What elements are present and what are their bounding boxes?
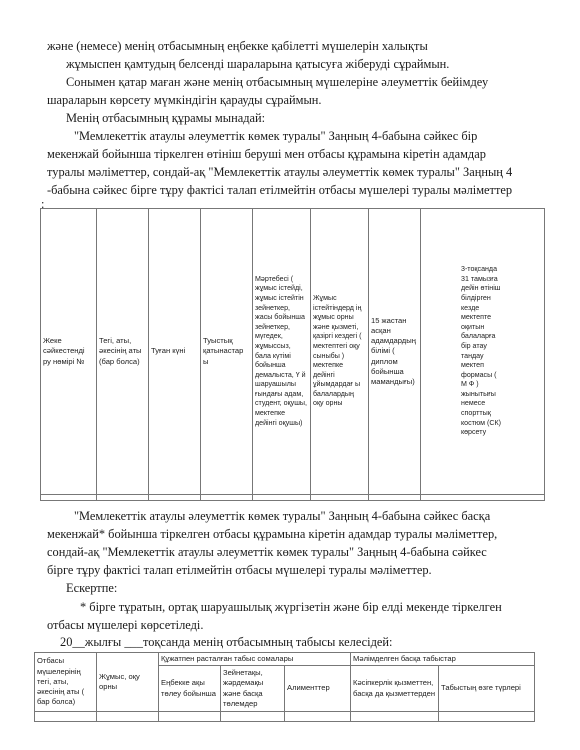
table-cell bbox=[97, 712, 159, 722]
table-cell bbox=[149, 495, 201, 501]
paragraph-line: : bbox=[41, 197, 45, 211]
paragraph-line: мекенжай* бойынша тіркелген отбасы құрамына кіретін адамдар туралы мәліметтер, bbox=[47, 527, 498, 541]
header-school-uniform: 3-тоқсанда 31 тамызға дейін өтініш білдірген кезде мектепте оқитын балаларға бір атау тандау мектеп формасы ( М Ф ) жынытығы немесе спорттық костюм (СК) көрсету bbox=[421, 209, 545, 495]
header-workplace: Жұмыс істейтіндерд ің жұмыс орны және қызметі, қазіргі кездегі ( мектептегі оқу сыныбы ) мектепке дейінгі ұйымдардағ ы балалардың оқу орны bbox=[311, 209, 369, 495]
header-full-name: Тегі, аты, әкесінің аты (бар болса) bbox=[97, 209, 149, 495]
table-cell bbox=[97, 495, 149, 501]
income-header-pensions: Зейнетақы, жәрдемақы және басқа төлемдер bbox=[221, 666, 285, 712]
paragraph-line: "Мемлекеттік атаулы әлеуметтік көмек туралы" Заңның 4-бабына сәйкес басқа bbox=[74, 509, 491, 523]
family-composition-table bbox=[40, 208, 545, 501]
header-birth-date: Туған күні bbox=[149, 209, 201, 495]
header-relationship: Туыстық қатынастар ы bbox=[201, 209, 253, 495]
paragraph-line: бірге тұру фактісі талап етілмейтін отбасы мүшелері туралы мәліметтер. bbox=[47, 563, 432, 577]
income-table bbox=[34, 652, 535, 722]
income-header-business: Кәсіпкерлік қызметтен, басқа да қызметтерден bbox=[351, 666, 439, 712]
table-cell bbox=[311, 495, 369, 501]
table-cell bbox=[35, 712, 97, 722]
note-line: * бірге тұратын, ортақ шаруашылық жүргізетін және бір елді мекенде тіркелген bbox=[80, 600, 502, 614]
income-header-workplace: Жұмыс, оқу орны bbox=[97, 653, 159, 712]
income-header-wages: Еңбекке ақы төлеу бойынша bbox=[159, 666, 221, 712]
table-cell bbox=[285, 712, 351, 722]
note-title: Ескертпе: bbox=[66, 581, 118, 595]
income-header-declared: Мәлімделген басқа табыстар bbox=[351, 653, 535, 666]
table-cell bbox=[221, 712, 285, 722]
table-cell bbox=[421, 495, 545, 501]
paragraph-line: "Мемлекеттік атаулы әлеуметтік көмек туралы" Заңның 4-бабына сәйкес бір bbox=[74, 129, 478, 143]
income-header-documented: Құжатпен расталған табыс сомалары bbox=[159, 653, 351, 666]
income-intro: 20__жылғы ___тоқсанда менің отбасымның табысы келесідей: bbox=[60, 635, 393, 649]
table-cell bbox=[253, 495, 311, 501]
paragraph-line: туралы мәліметтер, сондай-ақ "Мемлекеттік атаулы әлеуметтік көмек туралы" Заңның 4 bbox=[47, 165, 513, 179]
table-cell bbox=[159, 712, 221, 722]
income-header-member: Отбасы мүшелерінің тегі, аты, әкесінің аты ( бар болса) bbox=[35, 653, 97, 712]
table-cell bbox=[369, 495, 421, 501]
header-status: Мәртебесі ( жұмыс істейді, жұмыс істейтін зейнеткер, жасы бойынша зейнеткер, мүгедек, жұмыссыз, бала күтімі бойынша демалыста, Ү й шаруашылы ғындағы адам, студент, оқушы, мектепке дейінгі оқушы) bbox=[253, 209, 311, 495]
paragraph-line: сондай-ақ "Мемлекеттік атаулы әлеуметтік көмек туралы" Заңның 4-бабына сәйкес bbox=[47, 545, 487, 559]
paragraph-line: Сонымен қатар маған және менің отбасымның мүшелеріне әлеуметтік бейімдеу bbox=[66, 75, 489, 89]
paragraph-line: -бабына сәйкес бірге тұру фактісі талап етілмейтін отбасы мүшелері туралы мәліметтер bbox=[47, 183, 513, 197]
table-cell bbox=[439, 712, 535, 722]
table-cell bbox=[41, 495, 97, 501]
paragraph-line: жұмыспен қамтудың белсенді шараларына қатысуға жіберуді сұраймын. bbox=[66, 57, 450, 71]
income-header-other: Табыстың өзге түрлері bbox=[439, 666, 535, 712]
note-line: отбасы мүшелері көрсетіледі. bbox=[47, 618, 204, 632]
table-cell bbox=[351, 712, 439, 722]
paragraph-line: және (немесе) менің отбасымның еңбекке қабілетті мүшелерін халықты bbox=[47, 39, 428, 53]
paragraph-line: мекенжай бойынша тіркелген өтініш беруші мен отбасы құрамына кіретін адамдар bbox=[47, 147, 486, 161]
table-cell bbox=[201, 495, 253, 501]
header-education: 15 жастан асқан адамдардың білімі ( диплом бойынша мамандығы) bbox=[369, 209, 421, 495]
paragraph-line: Менің отбасымның құрамы мынадай: bbox=[66, 111, 266, 125]
paragraph-line: шараларын көрсету мүмкіндігін қарауды сұраймын. bbox=[47, 93, 322, 107]
income-header-alimony: Алименттер bbox=[285, 666, 351, 712]
header-iin: Жеке сәйкестенді ру нөмірі № bbox=[41, 209, 97, 495]
